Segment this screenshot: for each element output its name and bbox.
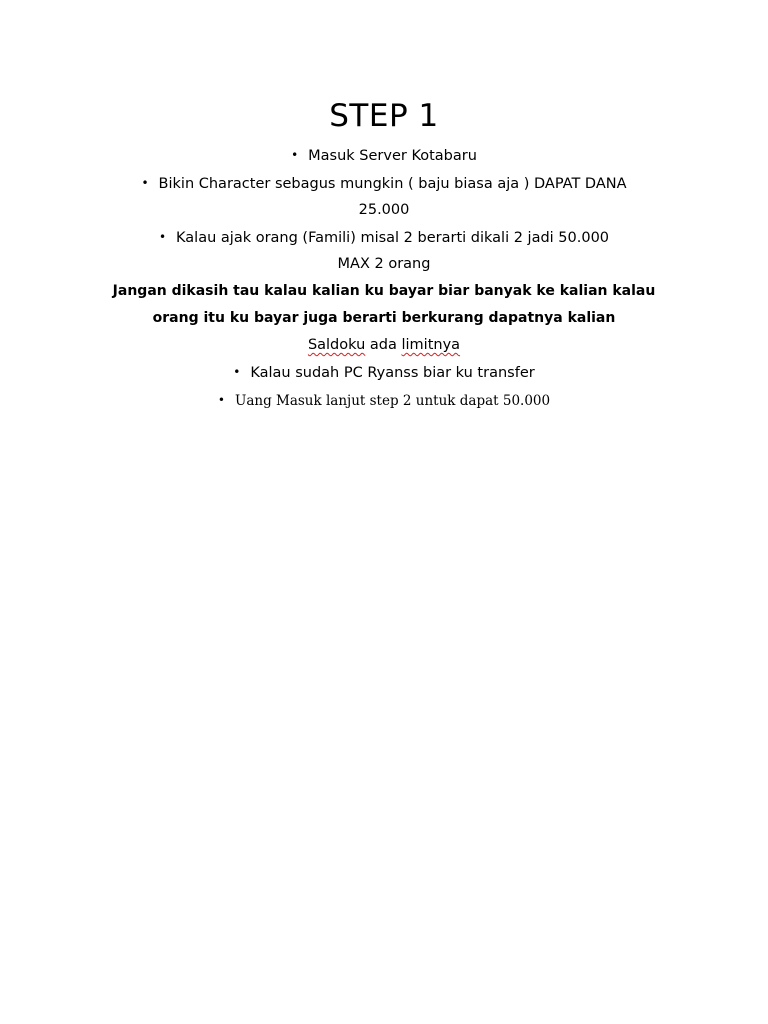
bullet-icon: • (291, 148, 299, 162)
list-item-invite (0, 227, 768, 248)
list-item-transfer (0, 362, 768, 383)
warning-line-2: orang itu ku bayar juga berarti berkurang dapatnya kalian (152, 310, 616, 326)
list-item-text: Bikin Character sebagus mungkin ( baju biasa aja ) DAPAT DANA (158, 176, 627, 192)
list-item-server (0, 145, 768, 166)
list-item-text: Masuk Server Kotabaru (308, 148, 477, 164)
list-item-text: Kalau ajak orang (Famili) misal 2 berarti dikali 2 jadi 50.000 (176, 230, 610, 246)
list-item-next-step (0, 390, 768, 411)
bullet-icon: • (141, 176, 149, 190)
list-item-text: Uang Masuk lanjut step 2 untuk dapat 50.000 (234, 393, 551, 409)
list-item-character (0, 173, 768, 194)
max-note: MAX 2 orang (337, 256, 431, 272)
bullet-icon: • (158, 230, 167, 244)
list-item-character-continued: 25.000 (358, 202, 410, 218)
saldo-note (0, 335, 768, 355)
bullet-icon: • (217, 393, 225, 407)
page-title: STEP 1 (329, 98, 439, 134)
saldo-word-3: limitnya (401, 337, 461, 353)
warning-line-1: Jangan dikasih tau kalau kalian ku bayar biar banyak ke kalian kalau (112, 283, 656, 299)
saldo-word-1: Saldoku (307, 337, 366, 353)
list-item-text: Kalau sudah PC Ryanss biar ku transfer (250, 365, 535, 381)
saldo-word-2: ada (369, 337, 397, 353)
bullet-icon: • (233, 365, 241, 379)
